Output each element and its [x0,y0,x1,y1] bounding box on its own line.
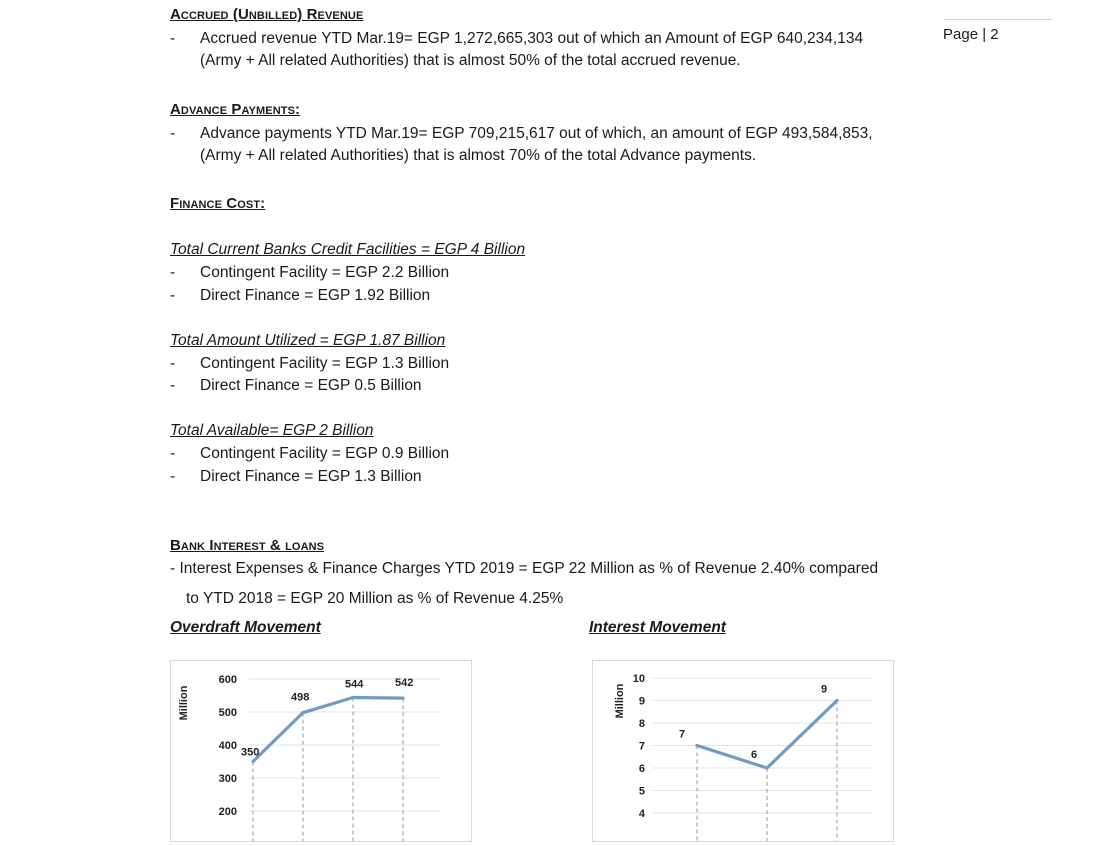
y-tick-label: 5 [638,785,645,798]
y-tick-label: 6 [638,763,645,775]
interest-chart [593,661,893,841]
overdraft-chart [171,661,471,841]
data-point [402,697,405,700]
overdraft-chart-title: Overdraft Movement [170,619,321,636]
bullet-dash: - [170,287,176,304]
data-point [252,760,255,763]
y-tick-label: 8 [638,718,645,730]
y-tick-label: 300 [218,773,237,785]
y-axis-label: Million [178,685,190,721]
series-line [253,697,403,761]
data-point [766,767,769,770]
data-label: 544 [345,678,364,691]
y-tick-label: 600 [218,674,237,686]
advance-line-1: Advance payments YTD Mar.19= EGP 709,215,617 out of which, an amount of EGP 493,584,853, [200,125,873,142]
y-tick-label: 4 [638,808,645,820]
y-tick-label: 9 [638,695,645,708]
overdraft-chart-box [170,660,472,842]
bullet-dash: - [170,125,176,142]
data-label: 9 [821,683,828,696]
accrued-line-2: (Army + All related Authorities) that is almost 50% of the total accrued revenue. [200,52,741,69]
y-tick-label: 400 [218,740,237,752]
accrued-heading: Accrued (Unbilled) Revenue [170,6,364,23]
page-number: Page | 2 [943,26,999,43]
y-axis-label: Million [614,683,626,719]
bank-line-2: to YTD 2018 = EGP 20 Million as % of Revenue 4.25% [186,590,564,607]
bullet-dash: - [170,355,176,372]
bullet-dash: - [170,30,176,47]
bullet-dash: - [170,264,176,281]
data-label: 350 [241,746,260,759]
accrued-line-1: Accrued revenue YTD Mar.19= EGP 1,272,665,303 out of which an Amount of EGP 640,234,134 [200,30,864,47]
facility-direct: Direct Finance = EGP 1.92 Billion [200,287,431,304]
y-tick-label: 500 [218,707,237,719]
data-point [696,744,699,747]
series-line [697,701,837,769]
advance-heading: Advance Payments: [170,101,301,118]
available-total-title: Total Available= EGP 2 Billion [170,422,374,439]
y-tick-label: 7 [638,740,645,753]
available-direct: Direct Finance = EGP 1.3 Billion [200,468,422,485]
bank-heading: Bank Interest & loans [170,537,325,554]
bank-line-1: - Interest Expenses & Finance Charges YTD 2019 = EGP 22 Million as % of Revenue 2.40% compared [170,560,879,577]
finance-heading: Finance Cost: [170,195,266,212]
page-rule [944,19,1052,20]
facility-total-title: Total Current Banks Credit Facilities = EGP 4 Billion [170,241,526,258]
advance-line-2: (Army + All related Authorities) that is almost 70% of the total Advance payments. [200,147,757,164]
utilized-total-title: Total Amount Utilized = EGP 1.87 Billion [170,332,446,349]
data-label: 6 [751,749,758,761]
data-point [836,699,839,702]
data-label: 7 [679,728,686,741]
bullet-dash: - [170,377,176,394]
data-label: 542 [395,677,414,690]
data-label: 498 [291,691,310,704]
available-contingent: Contingent Facility = EGP 0.9 Billion [200,445,450,462]
data-point [352,696,355,699]
interest-chart-title: Interest Movement [589,619,726,636]
utilized-contingent: Contingent Facility = EGP 1.3 Billion [200,355,450,372]
utilized-direct: Direct Finance = EGP 0.5 Billion [200,377,422,394]
data-point [302,711,305,714]
bullet-dash: - [170,445,176,462]
y-tick-label: 200 [218,806,237,818]
facility-contingent: Contingent Facility = EGP 2.2 Billion [200,264,450,281]
interest-chart-box [592,660,894,842]
y-tick-label: 10 [632,673,645,685]
bullet-dash: - [170,468,176,485]
